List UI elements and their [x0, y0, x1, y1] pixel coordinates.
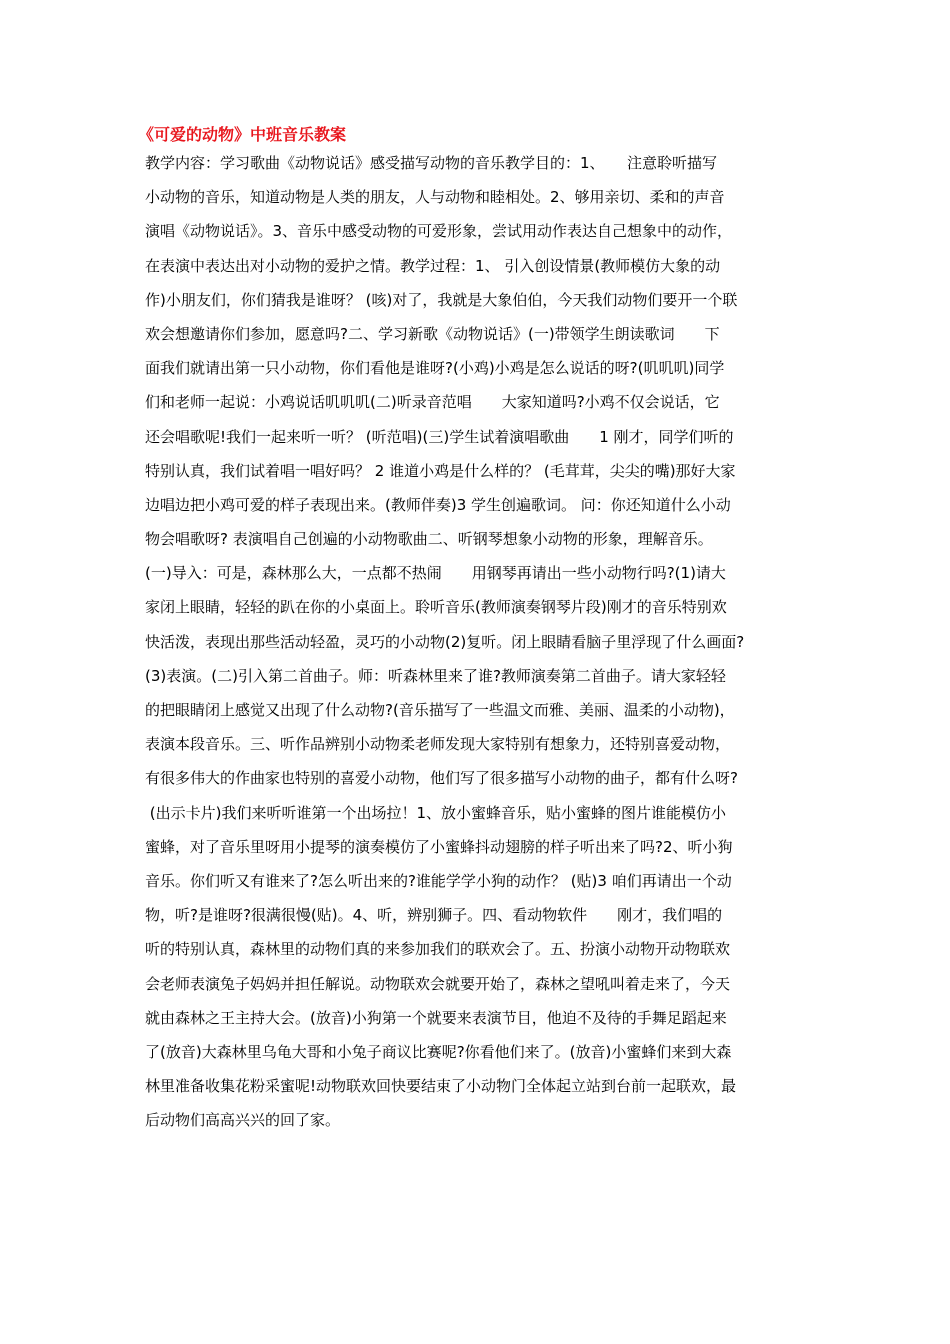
body-line: 音乐。你们听又有谁来了?怎么听出来的?谁能学学小狗的动作？ (贴)3 咱们再请出一个动: [145, 871, 732, 890]
body-line: (一)导入：可是，森林那么大，一点都不热闹 用钢琴再请出一些小动物行吗?(1)请大: [145, 564, 726, 583]
body-line: 物，听?是谁呀?很满很慢(贴)。4、听，辨别狮子。四、看动物软件 刚才，我们唱的: [145, 906, 723, 925]
body-line: 们和老师一起说：小鸡说话叽叽叽(二)听录音范唱 大家知道吗?小鸡不仅会说话，它: [145, 393, 720, 412]
body-line: 会老师表演兔子妈妈并担任解说。动物联欢会就要开始了，森林之望吼叫着走来了，今天: [145, 974, 731, 993]
body-line: 教学内容：学习歌曲《动物说话》感受描写动物的音乐教学目的：1、 注意聆听描写: [145, 154, 718, 172]
body-line: 边唱边把小鸡可爱的样子表现出来。(教师伴奏)3 学生创遍歌词。 问：你还知道什么小动: [145, 495, 731, 514]
body-line: 就由森林之王主持大会。(放音)小狗第一个就要来表演节目，他迫不及待的手舞足蹈起来: [145, 1008, 727, 1027]
document-title: 《可爱的动物》中班音乐教案: [138, 125, 347, 144]
body-line: 快活泼，表现出那些活动轻盈，灵巧的小动物(2)复听。闭上眼睛看脑子里浮现了什么画面?: [145, 632, 745, 651]
body-line: 特别认真，我们试着唱一唱好吗？ 2 谁道小鸡是什么样的？ (毛茸茸，尖尖的嘴)那好大家: [145, 461, 736, 480]
body-line: 表演本段音乐。三、听作品辨别小动物柔老师发现大家特别有想象力，还特别喜爱动物，: [145, 735, 731, 754]
body-line: 小动物的音乐，知道动物是人类的朋友，人与动物和睦相处。2、够用亲切、柔和的声音: [145, 188, 725, 207]
body-line: 演唱《动物说话》。3、音乐中感受动物的可爱形象，尝试用动作表达自己想象中的动作，: [145, 222, 733, 241]
body-line: 家闭上眼睛，轻轻的趴在你的小桌面上。聆听音乐(教师演奏钢琴片段)刚才的音乐特别欢: [145, 598, 727, 617]
body-line: (出示卡片)我们来听听谁第一个出场拉！1、放小蜜蜂音乐，贴小蜜蜂的图片谁能模仿小: [145, 803, 727, 822]
document-body: [145, 146, 825, 1137]
body-line: 蜜蜂，对了音乐里呀用小提琴的演奏模仿了小蜜蜂抖动翅膀的样子听出来了吗?2、听小狗: [145, 837, 733, 856]
body-line: 作)小朋友们，你们猜我是谁呀？ (咳)对了，我就是大象伯伯，今天我们动物们要开一个联: [145, 290, 738, 309]
body-line: 在表演中表达出对小动物的爱护之情。教学过程：1、 引入创设情景(教师模仿大象的动: [145, 256, 721, 275]
body-line: 后动物们高高兴兴的回了家。: [145, 1111, 341, 1130]
body-line: 有很多伟大的作曲家也特别的喜爱小动物，他们写了很多描写小动物的曲子，都有什么呀?: [145, 769, 738, 788]
body-line: 面我们就请出第一只小动物，你们看他是谁呀?(小鸡)小鸡是怎么说话的呀?(叽叽叽)同学: [145, 359, 725, 378]
body-line: 了(放音)大森林里乌龟大哥和小兔子商议比赛呢?你看他们来了。(放音)小蜜蜂们来到大森: [145, 1042, 732, 1061]
body-line: (3)表演。(二)引入第二首曲子。师：听森林里来了谁?教师演奏第二首曲子。请大家轻轻: [145, 666, 726, 685]
body-line: 林里准备收集花粉采蜜呢!动物联欢回快要结束了小动物门全体起立站到台前一起联欢，最: [145, 1077, 737, 1096]
body-line: 听的特别认真，森林里的动物们真的来参加我们的联欢会了。五、扮演小动物开动物联欢: [145, 940, 731, 959]
body-line: 还会唱歌呢!我们一起来听一听？ (听范唱)(三)学生试着演唱歌曲 1 刚才，同学们听的: [145, 427, 734, 446]
body-line: 的把眼睛闭上感觉又出现了什么动物?(音乐描写了一些温文而雅、美丽、温柔的小动物)，: [145, 701, 735, 719]
body-line: 欢会想邀请你们参加，愿意吗?二、学习新歌《动物说话》(一)带领学生朗读歌词 下: [145, 324, 720, 343]
body-line: 物会唱歌呀? 表演唱自己创遍的小动物歌曲二、听钢琴想象小动物的形象，理解音乐。: [145, 530, 713, 549]
